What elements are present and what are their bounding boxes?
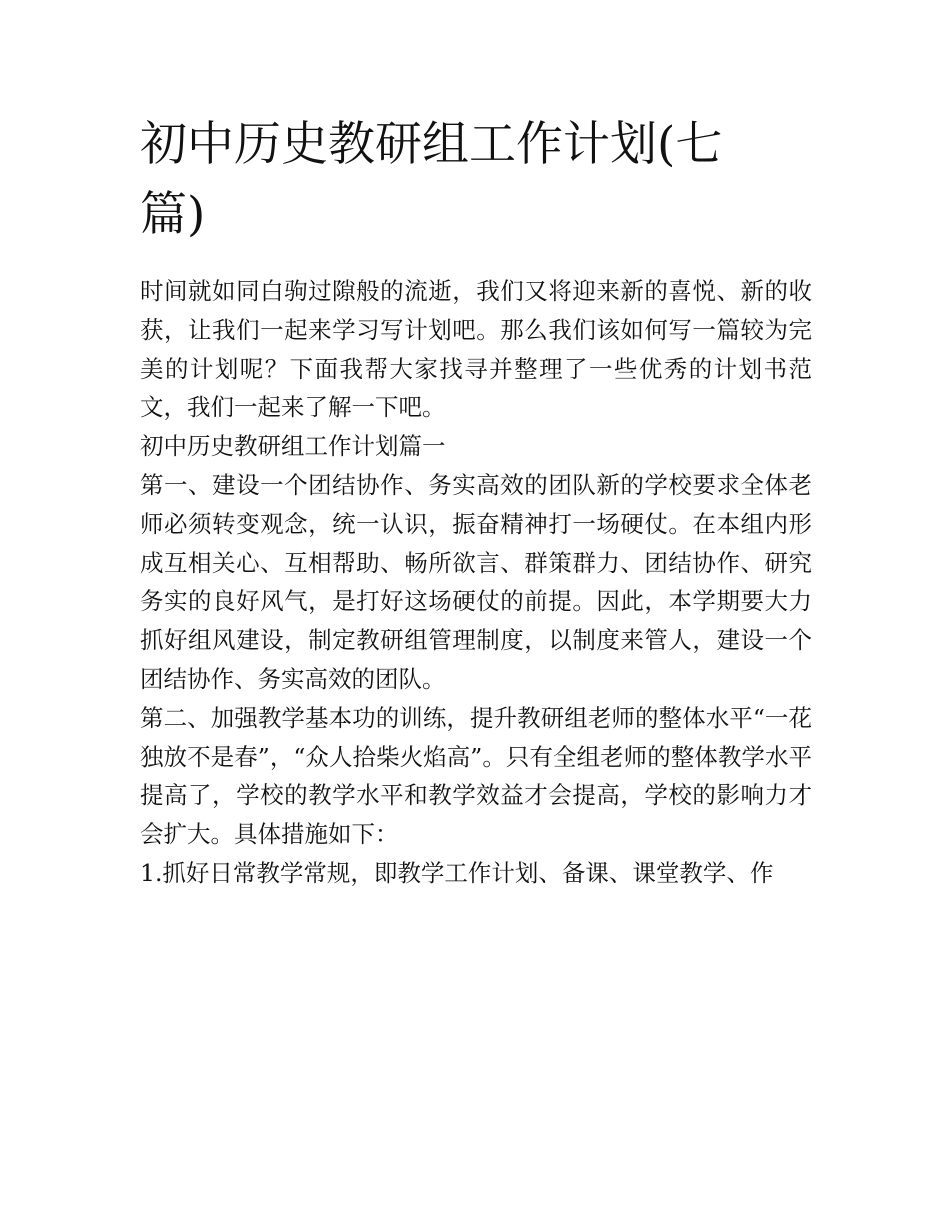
document-title: 初中历史教研组工作计划(七篇) — [140, 117, 723, 242]
document-content — [140, 110, 812, 893]
paragraph-second-point: 第二、加强教学基本功的训练，提升教研组老师的整体水平“一花独放不是春”，“众人拾柴火焰高”。只有全组老师的整体教学水平提高了，学校的教学水平和教学效益才会提高，学校的影响力才会扩大。具体措施如下： — [140, 703, 812, 849]
paragraph-first-point: 第一、建设一个团结协作、务实高效的团队新的学校要求全体老师必须转变观念，统一认识，振奋精神打一场硬仗。在本组内形成互相关心、互相帮助、畅所欲言、群策群力、团结协作、研究务实的良好风气，是打好这场硬仗的前提。因此，本学期要大力抓好组风建设，制定教研组管理制度，以制度来管人，建设一个团结协作、务实高效的团队。 — [140, 470, 812, 693]
intro-paragraph: 时间就如同白驹过隙般的流逝，我们又将迎来新的喜悦、新的收获，让我们一起来学习写计划吧。那么我们该如何写一篇较为完美的计划呢？下面我帮大家找寻并整理了一些优秀的计划书范文，我们一起来了解一下吧。 — [140, 277, 812, 422]
section-heading: 初中历史教研组工作计划篇一 — [140, 432, 446, 461]
document-body — [140, 272, 812, 893]
list-item-1: 1.抓好日常教学常规，即教学工作计划、备课、课堂教学、作 — [140, 858, 774, 887]
